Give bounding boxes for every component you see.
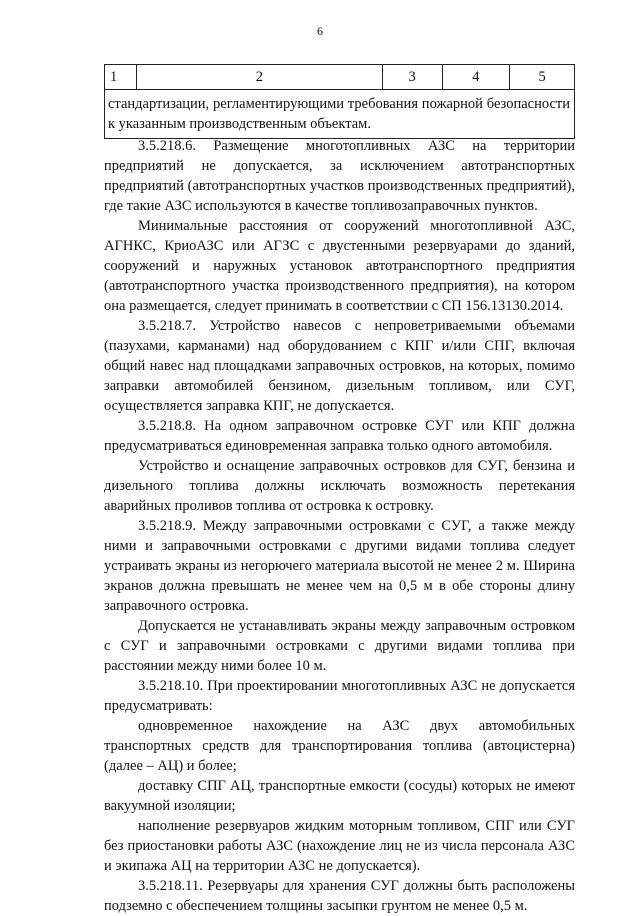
paragraph-3-5-218-6: 3.5.218.6. Размещение многотопливных АЗС на территории предприятий не допускается, за исключением автотранспортных предприятий (автотранспортных участков производственных предприятий), где такие АЗС используются в качестве топливозаправочных пунктов. <box>104 138 575 214</box>
paragraph-3-5-218-9: 3.5.218.9. Между заправочными островками с СУГ, а также между ними и заправочными островками с другими видами топлива следует устраивать экраны из негорючего материала высотой не менее 2 м. Ширина экранов должна превышать не менее чем на 0,5 м в обе стороны длину заправочного островка. <box>104 518 575 614</box>
continuation-table <box>104 64 575 139</box>
paragraph-screens-exception: Допускается не устанавливать экраны между заправочным островком с СУГ и заправочными островками с другими видами топлива при расстоянии между ними более 10 м. <box>104 618 575 674</box>
document-body <box>104 136 575 916</box>
list-item-simultaneous-tankers: одновременное нахождение на АЗС двух автомобильных транспортных средств для транспортирования топлива (автоцистерна) (далее – АЦ) и более; <box>104 718 575 774</box>
column-number-1: 1 <box>105 65 137 90</box>
paragraph-island-equipment: Устройство и оснащение заправочных островков для СУГ, бензина и дизельного топлива должны исключать возможность перетекания аварийных проливов топлива от островка к островку. <box>104 458 575 514</box>
paragraph-3-5-218-8: 3.5.218.8. На одном заправочном островке СУГ или КПГ должна предусматриваться единовременная заправка только одного автомобиля. <box>104 418 575 454</box>
list-item-lng-delivery: доставку СПГ АЦ, транспортные емкости (сосуды) которых не имеют вакуумной изоляции; <box>104 778 575 814</box>
table-header-row <box>105 65 575 90</box>
list-item-tank-filling: наполнение резервуаров жидким моторным топливом, СПГ или СУГ без приостановки работы АЗС (нахождение лиц не из числа персонала АЗС и экипажа АЦ на территории АЗС не допускается). <box>104 818 575 874</box>
paragraph-3-5-218-7: 3.5.218.7. Устройство навесов с непроветриваемыми объемами (пазухами, карманами) над оборудованием с КПГ и/или СПГ, включая общий навес над площадками заправочных островков, на которых, помимо заправки автомобилей бензином, дизельным топливом, или СУГ, осуществляется заправка КПГ, не допускается. <box>104 318 575 414</box>
column-number-2: 2 <box>136 65 382 90</box>
table-continuation-text: стандартизации, регламентирующими требования пожарной безопасности к указанным производственным объектам. <box>105 90 575 139</box>
column-number-4: 4 <box>442 65 510 90</box>
paragraph-min-distances: Минимальные расстояния от сооружений многотопливной АЗС, АГНКС, КриоАЗС или АГЗС с двустенными резервуарами до зданий, сооружений и наружных установок автотранспортного предприятия (автотранспортного участка производственного предприятия), на котором она размещается, следует принимать в соответствии с СП 156.13130.2014. <box>104 218 575 314</box>
column-number-5: 5 <box>510 65 575 90</box>
page-number: 6 <box>317 24 323 38</box>
paragraph-3-5-218-11: 3.5.218.11. Резервуары для хранения СУГ должны быть расположены подземно с обеспечением толщины засыпки грунтом не менее 0,5 м. <box>104 878 575 914</box>
table-continuation-row <box>105 90 575 139</box>
paragraph-3-5-218-10: 3.5.218.10. При проектировании многотопливных АЗС не допускается предусматривать: <box>104 678 575 714</box>
column-number-3: 3 <box>382 65 442 90</box>
